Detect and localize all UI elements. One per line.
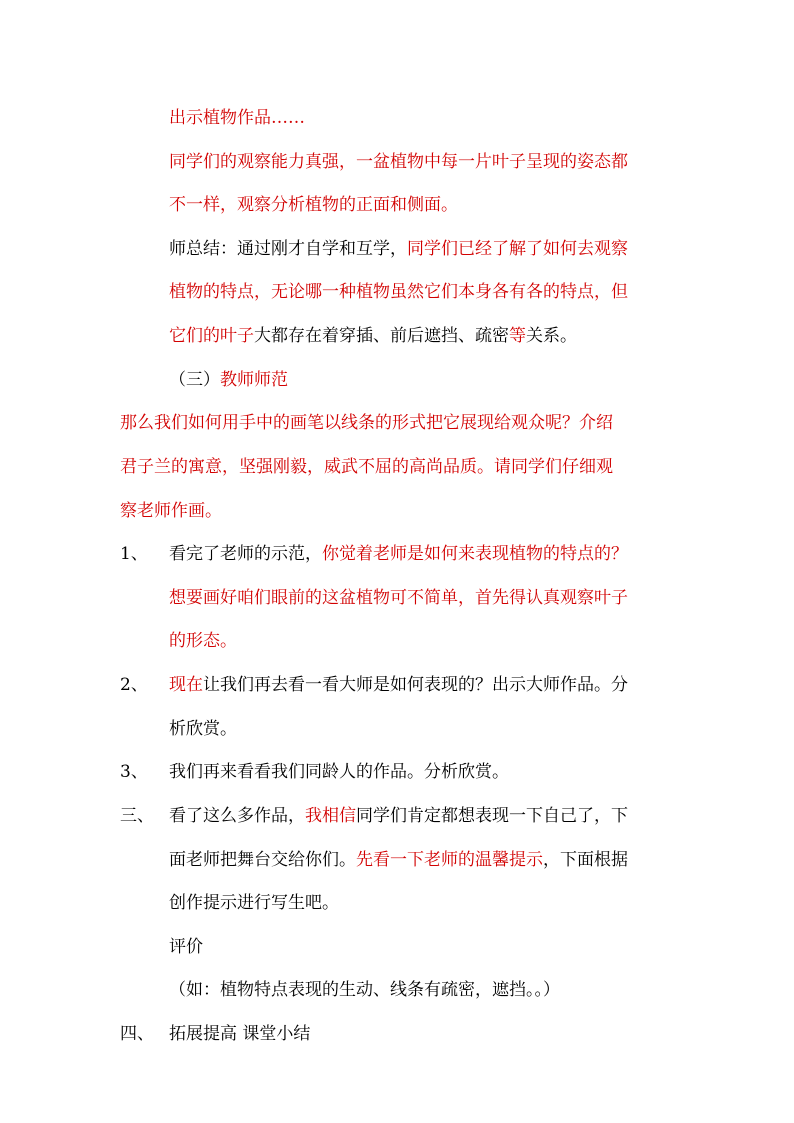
section-three-marker: （三） xyxy=(169,370,220,390)
evaluation-note: （如：植物特点表现的生动、线条有疏密，遮挡。。） xyxy=(169,980,560,1000)
item2-line-2: 析欣赏。 xyxy=(169,719,237,739)
teacher-summary-intro: 师总结：通过刚才自学和互学， xyxy=(169,239,407,259)
item1-question: 你觉着老师是如何来表现植物的特点的？ xyxy=(322,544,628,564)
teacher-summary-line-1 xyxy=(169,237,628,261)
list-number-2: 2、 xyxy=(120,675,148,695)
leaves-text: 它们的叶子 xyxy=(169,326,254,346)
teacher-summary-line-3 xyxy=(169,324,577,348)
drawing-intro-line-1: 那么我们如何用手中的画笔以线条的形式把它展现给观众呢？介绍 xyxy=(120,413,613,433)
item2-rest: 让我们再去看一看大师是如何表现的？出示大师作品。分 xyxy=(203,675,628,695)
section-three-believe: 我相信 xyxy=(305,806,356,826)
section-three-tips: 先看一下老师的温馨提示 xyxy=(356,850,543,870)
list-number-1: 1、 xyxy=(120,544,148,564)
section-four-title: 拓展提高 课堂小结 xyxy=(169,1024,311,1044)
section-three-stage: 面老师把舞台交给你们。 xyxy=(169,850,356,870)
item1-line-1 xyxy=(169,542,628,566)
drawing-intro-line-3: 察老师作画。 xyxy=(120,501,222,521)
drawing-intro-line-2: 君子兰的寓意，坚强刚毅，威武不屈的高尚品质。请同学们仔细观 xyxy=(120,457,613,477)
relation-text: 关系。 xyxy=(526,326,577,346)
evaluation-label: 评价 xyxy=(169,937,203,957)
item3-line-1: 我们再来看看我们同龄人的作品。分析欣赏。 xyxy=(169,762,509,782)
section-three-line-2 xyxy=(169,848,628,872)
etc-text: 等 xyxy=(509,326,526,346)
section-three-number: 三、 xyxy=(120,806,154,826)
item1-line-2: 想要画好咱们眼前的这盆植物可不简单，首先得认真观察叶子 xyxy=(169,588,628,608)
section-three-line-3: 创作提示进行写生吧。 xyxy=(169,893,339,913)
item1-intro: 看完了老师的示范， xyxy=(169,544,322,564)
item2-line-1 xyxy=(169,673,628,697)
list-number-3: 3、 xyxy=(120,762,148,782)
item2-now: 现在 xyxy=(169,675,203,695)
section-three-rest: 同学们肯定都想表现一下自己了，下 xyxy=(356,806,628,826)
section-three-line-1 xyxy=(169,804,628,828)
section-four-number: 四、 xyxy=(120,1024,154,1044)
teacher-summary-red: 同学们已经了解了如何去观察 xyxy=(407,239,628,259)
item1-line-3: 的形态。 xyxy=(169,631,237,651)
section-three-heading xyxy=(169,368,288,392)
observation-praise-line-2: 不一样，观察分析植物的正面和侧面。 xyxy=(169,195,458,215)
section-three-title: 教师师范 xyxy=(220,370,288,390)
section-three-intro: 看了这么多作品， xyxy=(169,806,305,826)
show-plant-works-line: 出示植物作品…… xyxy=(169,108,305,128)
observation-praise-line-1: 同学们的观察能力真强，一盆植物中每一片叶子呈现的姿态都 xyxy=(169,152,628,172)
section-three-then: ，下面根据 xyxy=(543,850,628,870)
teacher-summary-line-2: 植物的特点，无论哪一种植物虽然它们本身各有各的特点，但 xyxy=(169,282,628,302)
overlap-text: 大都存在着穿插、前后遮挡、疏密 xyxy=(254,326,509,346)
